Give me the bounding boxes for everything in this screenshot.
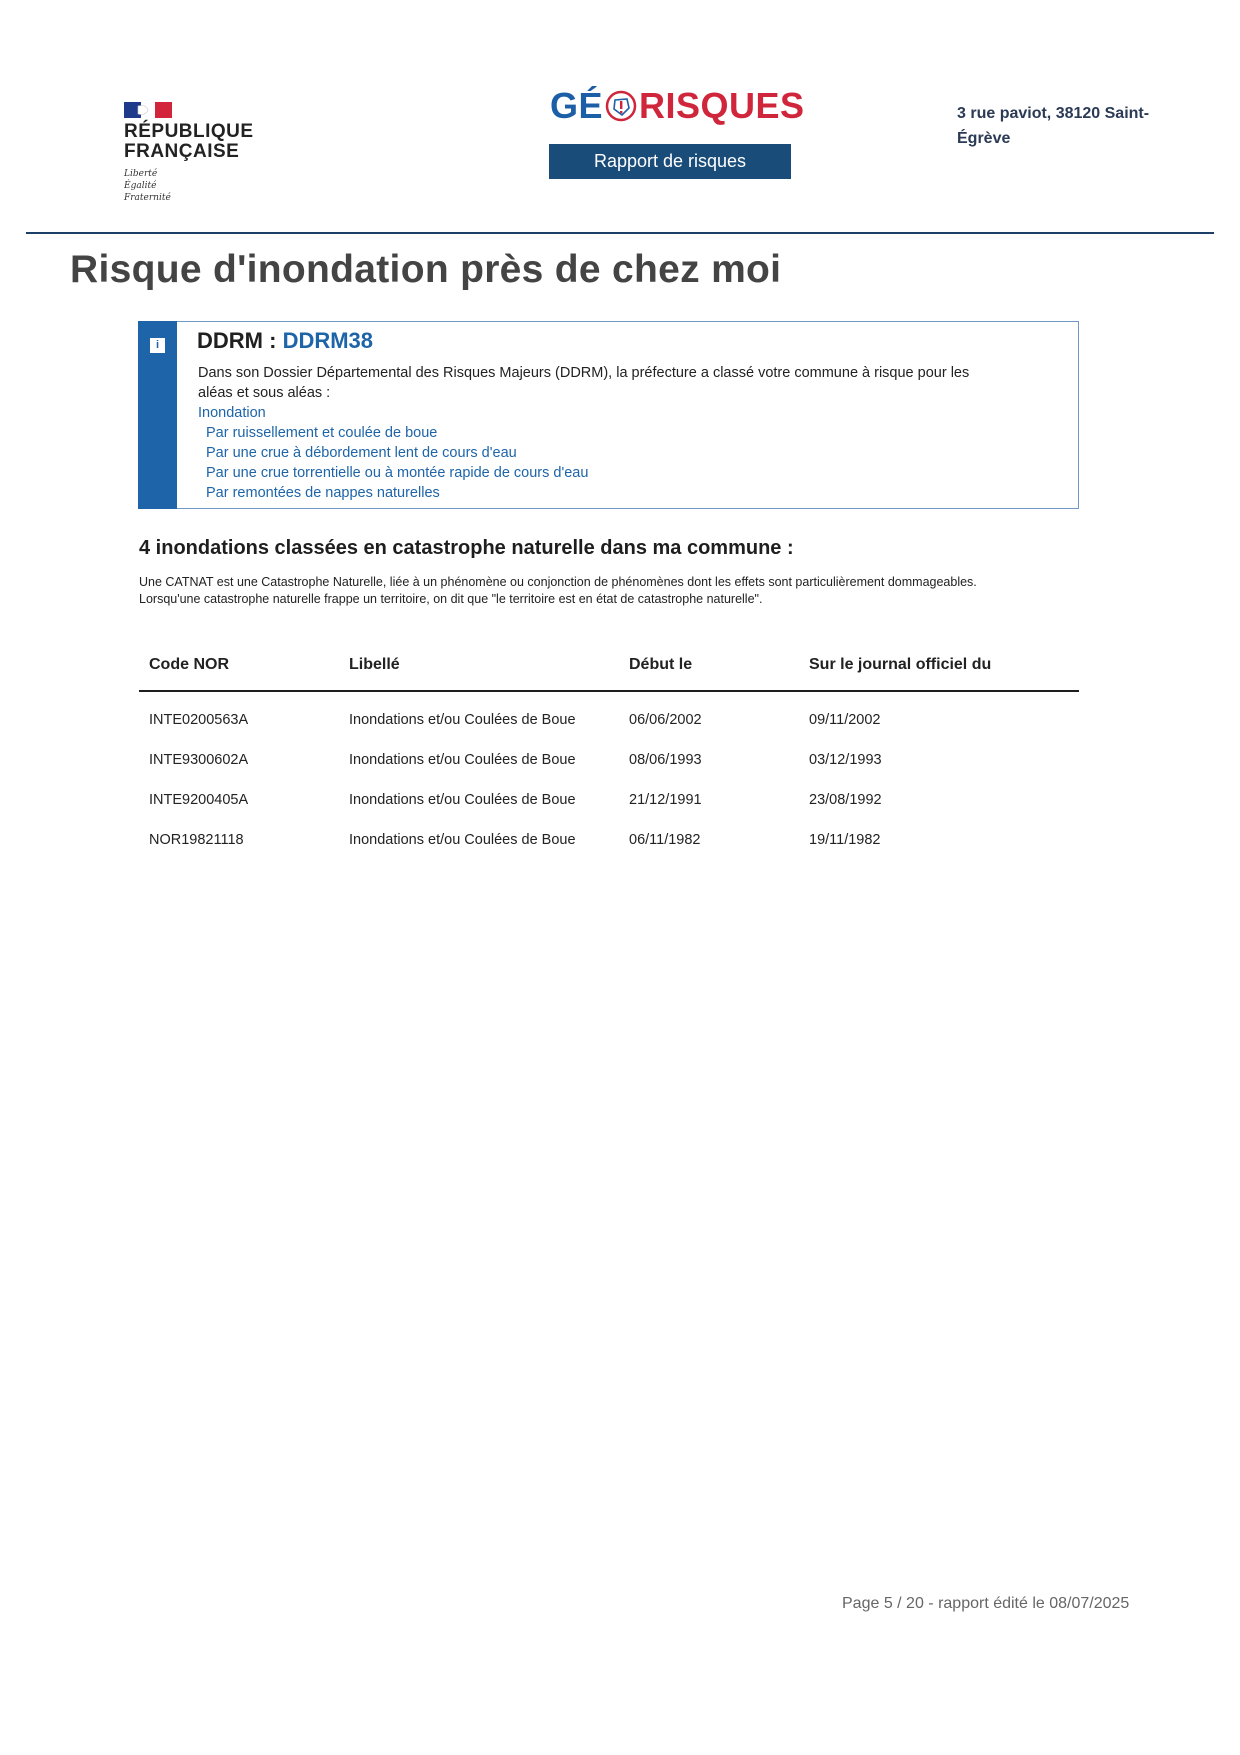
hazard-item: Inondation: [198, 405, 266, 421]
cell-journal-officiel: 23/08/1992: [809, 792, 882, 808]
sub-hazard-item: Par une crue à débordement lent de cours d'eau: [206, 445, 517, 461]
sub-hazard-item: Par ruissellement et coulée de boue: [206, 425, 438, 441]
cell-libelle: Inondations et/ou Coulées de Boue: [349, 832, 576, 848]
republique-motto: Liberté Égalité Fraternité: [124, 169, 171, 203]
catnat-description: Une CATNAT est une Catastrophe Naturelle, liée à un phénomène ou conjonction de phénomènes dont les effets sont particulièrement dommageables. Lorsqu'une catastrophe naturelle frappe un territoire, on dit que "le territoire est en état de catastrophe naturelle".: [139, 575, 977, 606]
france-alert-icon: [605, 90, 637, 122]
report-type-banner: Rapport de risques: [549, 144, 791, 179]
cell-code-nor: NOR19821118: [149, 832, 244, 848]
cell-debut: 08/06/1993: [629, 752, 702, 768]
column-header-libelle: Libellé: [339, 640, 619, 691]
column-header-code-nor: Code NOR: [139, 640, 339, 691]
page-title: Risque d'inondation près de chez moi: [70, 248, 782, 291]
ddrm-label: DDRM :: [197, 328, 277, 353]
cell-debut: 06/11/1982: [629, 832, 701, 848]
sub-hazard-item: Par remontées de nappes naturelles: [206, 485, 440, 501]
cell-libelle: Inondations et/ou Coulées de Boue: [349, 752, 576, 768]
cell-debut: 21/12/1991: [629, 792, 702, 808]
property-address: 3 rue paviot, 38120 Saint-Égrève: [957, 105, 1150, 147]
ddrm-code: DDRM38: [282, 328, 374, 353]
column-header-debut: Début le: [619, 640, 799, 691]
info-icon: i: [150, 338, 165, 353]
republique-francaise-title: RÉPUBLIQUE FRANÇAISE: [124, 121, 254, 162]
header-divider: [26, 232, 1214, 234]
cell-journal-officiel: 03/12/1993: [809, 752, 882, 768]
cell-journal-officiel: 09/11/2002: [809, 712, 881, 728]
catnat-table: [139, 640, 1079, 860]
cell-code-nor: INTE0200563A: [149, 712, 249, 728]
cell-libelle: Inondations et/ou Coulées de Boue: [349, 792, 576, 808]
column-header-journal-officiel: Sur le journal officiel du: [799, 640, 1079, 691]
ddrm-heading: [197, 328, 373, 354]
table-row: [139, 691, 1079, 740]
catnat-heading: 4 inondations classées en catastrophe naturelle dans ma commune :: [139, 537, 794, 559]
cell-libelle: Inondations et/ou Coulées de Boue: [349, 712, 576, 728]
table-header-row: [139, 640, 1079, 691]
cell-code-nor: INTE9300602A: [149, 752, 249, 768]
ddrm-hazard-list: [198, 403, 998, 503]
cell-journal-officiel: 19/11/1982: [809, 832, 881, 848]
cell-debut: 06/06/2002: [629, 712, 702, 728]
cell-code-nor: INTE9200405A: [149, 792, 249, 808]
georisques-logo: GÉ RISQUES: [550, 85, 805, 126]
table-row: [139, 740, 1079, 780]
marianne-flag-icon: [124, 100, 176, 120]
page-footer: Page 5 / 20 - rapport édité le 08/07/2025: [842, 1595, 1130, 1612]
table-row: [139, 820, 1079, 860]
sub-hazard-item: Par une crue torrentielle ou à montée rapide de cours d'eau: [206, 465, 589, 481]
table-row: [139, 780, 1079, 820]
ddrm-description: Dans son Dossier Départemental des Risques Majeurs (DDRM), la préfecture a classé votre commune à risque pour les aléas et sous aléas :: [198, 365, 970, 401]
